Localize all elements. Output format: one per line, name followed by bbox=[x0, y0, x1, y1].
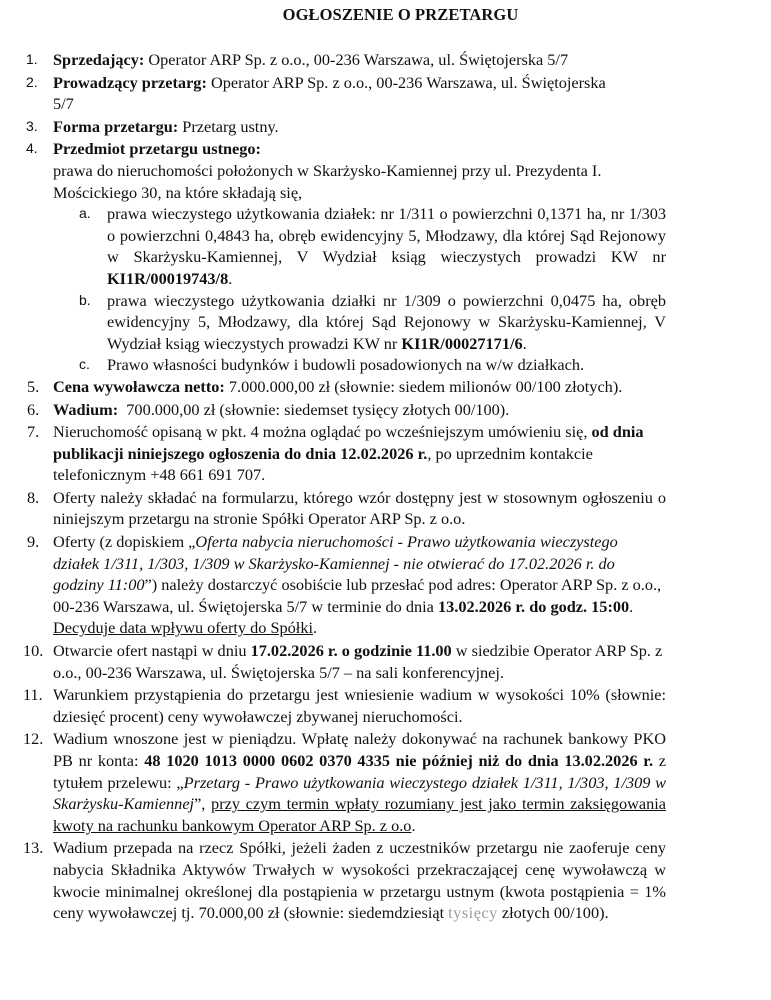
list-item-seller bbox=[0, 49, 666, 71]
list-item-offer-submission bbox=[0, 531, 666, 639]
subitem-letter: a. bbox=[79, 205, 91, 222]
subitem-letter: b. bbox=[79, 291, 91, 308]
item-text: Operator ARP Sp. z o.o., 00-236 Warszawa, ul. Świętojerska 5/7 bbox=[53, 72, 606, 114]
item-number: 13. bbox=[23, 838, 44, 858]
list-item-viewing bbox=[0, 421, 666, 486]
item-text-after: w siedzibie Operator ARP Sp. z o.o., 00-236 Warszawa, ul. Świętojerska 5/7 – na sali konferencyjnej. bbox=[53, 641, 663, 682]
item-text: Warunkiem przystąpienia do przetargu jest wniesienie wadium w wysokości 10% (słownie: dziesięć procent) ceny wywoławczej zbywanej nieruchomości. bbox=[53, 685, 666, 726]
item-body bbox=[53, 487, 666, 530]
list-item-form bbox=[0, 116, 666, 138]
subitem-body bbox=[107, 290, 666, 355]
faded-word: tysięcy bbox=[448, 903, 498, 923]
viewing-period: od dnia publikacji niniejszego ogłoszenia do dnia 12.02.2026 r. bbox=[53, 422, 644, 463]
item-text-after: . bbox=[313, 618, 318, 638]
item-label: Przedmiot przetargu ustnego: bbox=[53, 139, 261, 159]
item-number: 3. bbox=[26, 117, 38, 134]
item-text: Wadium wnoszone jest w pieniądzu. Wpłatę należy dokonywać na rachunek bankowy PKO PB nr konta: bbox=[53, 729, 666, 770]
item-label: Forma przetargu: bbox=[53, 116, 179, 136]
bank-account-and-deadline: 48 1020 1013 0000 0602 0370 4335 nie później niż do dnia 13.02.2026 r. bbox=[144, 751, 654, 770]
item-body bbox=[53, 684, 666, 727]
land-register-number: KI1R/00019743/8 bbox=[107, 268, 229, 288]
list-item-subject bbox=[0, 138, 666, 203]
envelope-annotation: Oferta nabycia nieruchomości - Prawo użytkowania wieczystego działek 1/311, 1/303, 1/309 w Skarżysko-Kamiennej - nie otwierać do 17.02.2026 r. do godziny 11:00 bbox=[53, 532, 618, 595]
item-text: Nieruchomość opisaną w pkt. 4 można oglądać po wcześniejszym umówieniu się, bbox=[53, 422, 592, 442]
item-text: 700.000,00 zł (słownie: siedemset tysięcy złotych 00/100). bbox=[118, 399, 510, 419]
subitem-end: . bbox=[228, 268, 233, 288]
item-body bbox=[53, 376, 693, 398]
item-text: Wadium przepada na rzecz Spółki, jeżeli żaden z uczestników przetargu nie zaoferuje ceny nabycia Składnika Aktywów Trwałych w wysokości przekraczającej cenę wywoławczą w kwocie minimalnej określonej dla postąpienia w przetargu ustnym (kwota postąpienia = 1% ceny wywoławczej tj. 70.000,00 zł (słownie: siedemdziesiąt bbox=[53, 838, 666, 923]
item-body bbox=[53, 837, 666, 923]
list-item-starting-price bbox=[0, 376, 666, 398]
item-text: 7.000.000,00 zł (słownie: siedem milionów 00/100 złotych). bbox=[224, 376, 623, 396]
list-item-offer-form bbox=[0, 487, 666, 530]
item-label: Wadium: bbox=[53, 399, 119, 419]
opening-date: 17.02.2026 r. o godzinie 11.00 bbox=[250, 641, 452, 661]
item-text: Oferty (z dopiskiem „ bbox=[53, 532, 196, 552]
item-body bbox=[53, 728, 666, 836]
item-text-mid2: . bbox=[629, 596, 634, 616]
announcement-list bbox=[0, 49, 771, 924]
item-label: Sprzedający: bbox=[53, 50, 145, 69]
subitem-letter: c. bbox=[79, 356, 90, 373]
item-text: Oferty należy składać na formularzu, którego wzór dostępny jest w stosownym ogłoszeniu o niniejszym przetargu na stronie Spółki Operator ARP Sp. z o.o. bbox=[53, 487, 666, 529]
land-register-number: KI1R/00027171/6 bbox=[401, 333, 523, 353]
item-text: Operator ARP Sp. z o.o., 00-236 Warszawa, ul. Świętojerska 5/7 bbox=[144, 50, 569, 69]
item-number: 12. bbox=[23, 729, 44, 749]
item-number: 2. bbox=[26, 73, 38, 90]
item-number: 9. bbox=[27, 532, 40, 552]
item-text: Otwarcie ofert nastąpi w dniu bbox=[53, 641, 251, 661]
item-number: 6. bbox=[27, 399, 40, 419]
submission-deadline: 13.02.2026 r. do godz. 15:00 bbox=[437, 596, 630, 616]
item-text: Przetarg ustny. bbox=[178, 116, 279, 136]
item-body bbox=[53, 399, 666, 421]
item-label: Prowadzący przetarg: bbox=[53, 72, 207, 92]
list-item-deposit-forfeit bbox=[0, 837, 666, 923]
subitem-body bbox=[107, 203, 666, 289]
item-body bbox=[53, 138, 666, 203]
transfer-title: Przetarg - Prawo użytkowania wieczystego działek 1/311, 1/303, 1/309 w Skarżysku-Kamiennej bbox=[53, 772, 667, 814]
item-body bbox=[53, 72, 613, 115]
subitem-end: . bbox=[522, 333, 527, 353]
item-body bbox=[53, 421, 666, 486]
item-number: 4. bbox=[26, 140, 38, 157]
subitem-text: prawa wieczystego użytkowania działek: nr 1/311 o powierzchni 0,1371 ha, nr 1/303 o powierzchni 0,4843 ha, obręb ewidencyjny 5, Młodzawy, dla której Sąd Rejonowy w Skarżysku-Kamiennej, V Wydział ksiąg wieczystych prowadzi KW nr bbox=[107, 204, 666, 267]
list-item-opening bbox=[0, 640, 666, 683]
item-number: 8. bbox=[27, 487, 40, 507]
list-item-participation-condition bbox=[0, 684, 666, 727]
item-text-mid: ”) należy dostarczyć osobiście lub przesłać pod adres: Operator ARP Sp. z o.o., 00-236 Warszawa, ul. Świętojerska 5/7 w terminie do dnia bbox=[53, 575, 662, 616]
payment-date-note: przy czym termin wpłaty rozumiany jest jako termin zaksięgowania kwoty na rachunku bankowym Operator ARP Sp. z o.o bbox=[53, 794, 666, 835]
item-number: 7. bbox=[27, 422, 40, 442]
list-item-deposit bbox=[0, 399, 666, 421]
subitem-text: Prawo własności budynków i budowli posadowionych na w/w działkach. bbox=[107, 355, 585, 375]
item-number: 10. bbox=[23, 641, 44, 661]
item-text-mid: z tytułem przelewu: „ bbox=[53, 751, 667, 792]
item-text-after: złotych 00/100). bbox=[497, 903, 609, 923]
item-number: 1. bbox=[26, 51, 38, 67]
item-body bbox=[53, 49, 666, 71]
item-text-after: , po uprzednim kontakcie telefonicznym +48 661 691 707. bbox=[53, 443, 593, 485]
subitem-body bbox=[107, 354, 666, 376]
subitem-b bbox=[0, 290, 666, 355]
list-item-organizer bbox=[0, 72, 666, 115]
item-label: Cena wywoławcza netto: bbox=[53, 376, 225, 396]
item-number: 5. bbox=[27, 376, 40, 396]
receipt-date-note: Decyduje data wpływu oferty do Spółki bbox=[53, 618, 313, 638]
subitem-c bbox=[0, 354, 666, 376]
list-item-deposit-payment bbox=[0, 728, 666, 836]
item-body bbox=[53, 116, 666, 138]
subitem-a bbox=[0, 203, 666, 289]
item-text-mid2: ”, bbox=[194, 794, 212, 814]
item-body bbox=[53, 640, 666, 683]
item-text-after: . bbox=[411, 815, 416, 835]
item-body bbox=[53, 531, 666, 639]
document-title: OGŁOSZENIE O PRZETARGU bbox=[282, 5, 519, 24]
item-number: 11. bbox=[23, 685, 43, 705]
item-text: prawa do nieruchomości położonych w Skarżysko-Kamiennej przy ul. Prezydenta I. Mościckiego 30, na które składają się, bbox=[53, 160, 602, 202]
subitem-text: prawa wieczystego użytkowania działki nr 1/309 o powierzchni 0,0475 ha, obręb ewidencyjny 5, Młodzawy, dla której Sąd Rejonowy w Skarżysku-Kamiennej, V Wydział ksiąg wieczystych prowadzi KW nr bbox=[107, 290, 666, 353]
